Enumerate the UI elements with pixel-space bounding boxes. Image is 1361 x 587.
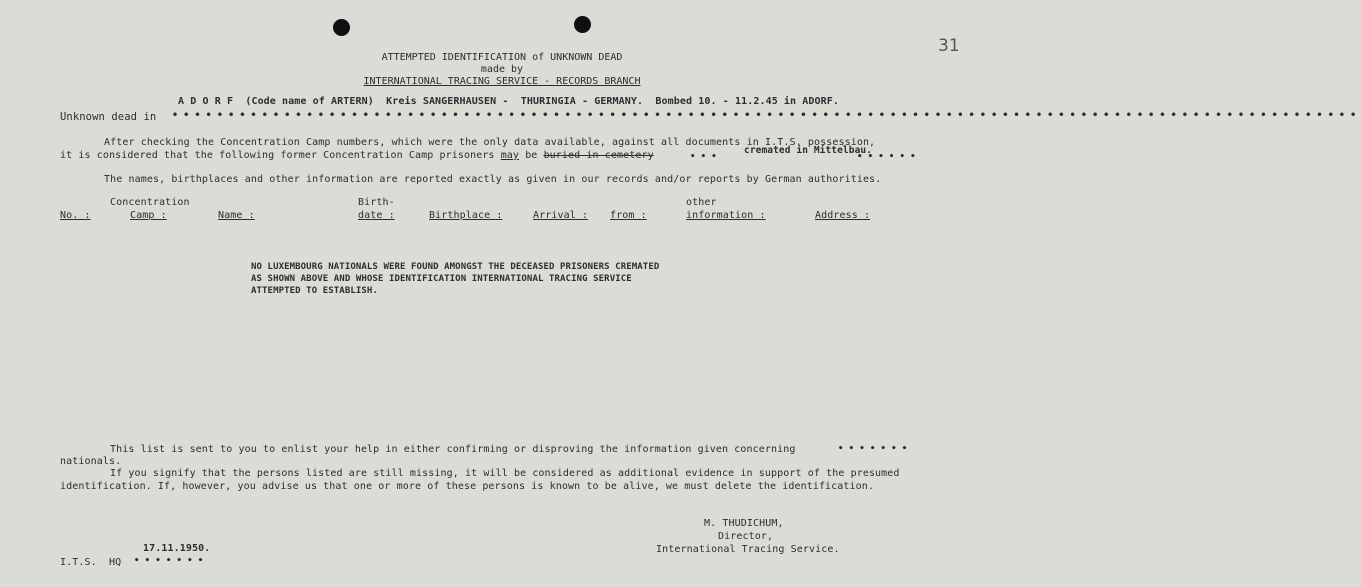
dotted-leader: •••••••••••••••••••••••••••••••••••••••••••••••••••••••••••••••••••••••••••••••••••••••••••••••••••••••••• bbox=[172, 110, 1361, 121]
inserted-text: cremated in Mittelbau. bbox=[744, 145, 873, 156]
header-branch: INTERNATIONAL TRACING SERVICE - RECORDS BRANCH bbox=[363, 76, 641, 87]
may-underlined: may bbox=[500, 150, 520, 161]
dotted-leader-5: ••••••• bbox=[134, 556, 209, 566]
paragraph-1-line-2 bbox=[60, 150, 654, 161]
closing-line-3: If you signify that the persons listed are still missing, it will be considered as additional evidence in support of the presumed bbox=[110, 468, 900, 479]
punch-hole-right bbox=[574, 16, 591, 33]
col-camp-top: Concentration bbox=[110, 197, 190, 208]
col-arrival: Arrival : bbox=[533, 210, 589, 221]
punch-hole-left bbox=[333, 19, 350, 36]
unknown-dead-label: Unknown dead in bbox=[60, 111, 157, 123]
page-number: 31 bbox=[938, 36, 960, 56]
struck-text: buried in cemetery bbox=[543, 150, 654, 161]
signature-name: M. THUDICHUM, bbox=[704, 518, 784, 529]
header-title: ATTEMPTED IDENTIFICATION of UNKNOWN DEAD bbox=[381, 52, 623, 63]
closing-line-4: identification. If, however, you advise us that one or more of these persons is known to be alive, we must delete the identification. bbox=[60, 481, 875, 492]
signature-title: Director, bbox=[718, 531, 774, 542]
signature-org: International Tracing Service. bbox=[656, 544, 840, 555]
col-birthplace: Birthplace : bbox=[429, 210, 503, 221]
col-no: No. : bbox=[60, 210, 91, 221]
be-word: be bbox=[525, 150, 538, 161]
paragraph-1-line-1: After checking the Concentration Camp numbers, which were the only data available, against all documents in I.T.S. possession, bbox=[104, 137, 876, 148]
notice-line-1: NO LUXEMBOURG NATIONALS WERE FOUND AMONGST THE DECEASED PRISONERS CREMATED bbox=[251, 262, 660, 272]
col-other: information : bbox=[686, 210, 766, 221]
paragraph-1-text: it is considered that the following former Concentration Camp prisoners bbox=[60, 150, 495, 161]
closing-line-1: This list is sent to you to enlist your help in either confirming or disproving the information given concerning bbox=[110, 444, 796, 455]
footer-date: 17.11.1950. bbox=[143, 543, 211, 554]
col-birthdate-top: Birth- bbox=[358, 197, 395, 208]
col-birthdate: date : bbox=[358, 210, 395, 221]
dotted-leader-3: •••••• bbox=[857, 152, 921, 162]
footer-ref: I.T.S. HQ bbox=[60, 557, 122, 568]
col-camp: Camp : bbox=[130, 210, 167, 221]
paragraph-2: The names, birthplaces and other information are reported exactly as given in our records and/or reports by German authorities. bbox=[104, 174, 882, 185]
col-address: Address : bbox=[815, 210, 871, 221]
dotted-leader-4: ••••••• bbox=[838, 444, 913, 454]
dotted-leader-2: ••• bbox=[690, 152, 722, 162]
notice-line-2: AS SHOWN ABOVE AND WHOSE IDENTIFICATION INTERNATIONAL TRACING SERVICE bbox=[251, 274, 632, 284]
notice-line-3: ATTEMPTED TO ESTABLISH. bbox=[251, 286, 378, 296]
location-line: A D O R F (Code name of ARTERN) Kreis SANGERHAUSEN - THURINGIA - GERMANY. Bombed 10. - 11.2.45 in ADORF. bbox=[178, 96, 840, 107]
closing-line-2: nationals. bbox=[60, 456, 122, 467]
header-subtitle: made by bbox=[480, 64, 524, 75]
col-other-top: other bbox=[686, 197, 717, 208]
col-name: Name : bbox=[218, 210, 255, 221]
col-from: from : bbox=[610, 210, 647, 221]
